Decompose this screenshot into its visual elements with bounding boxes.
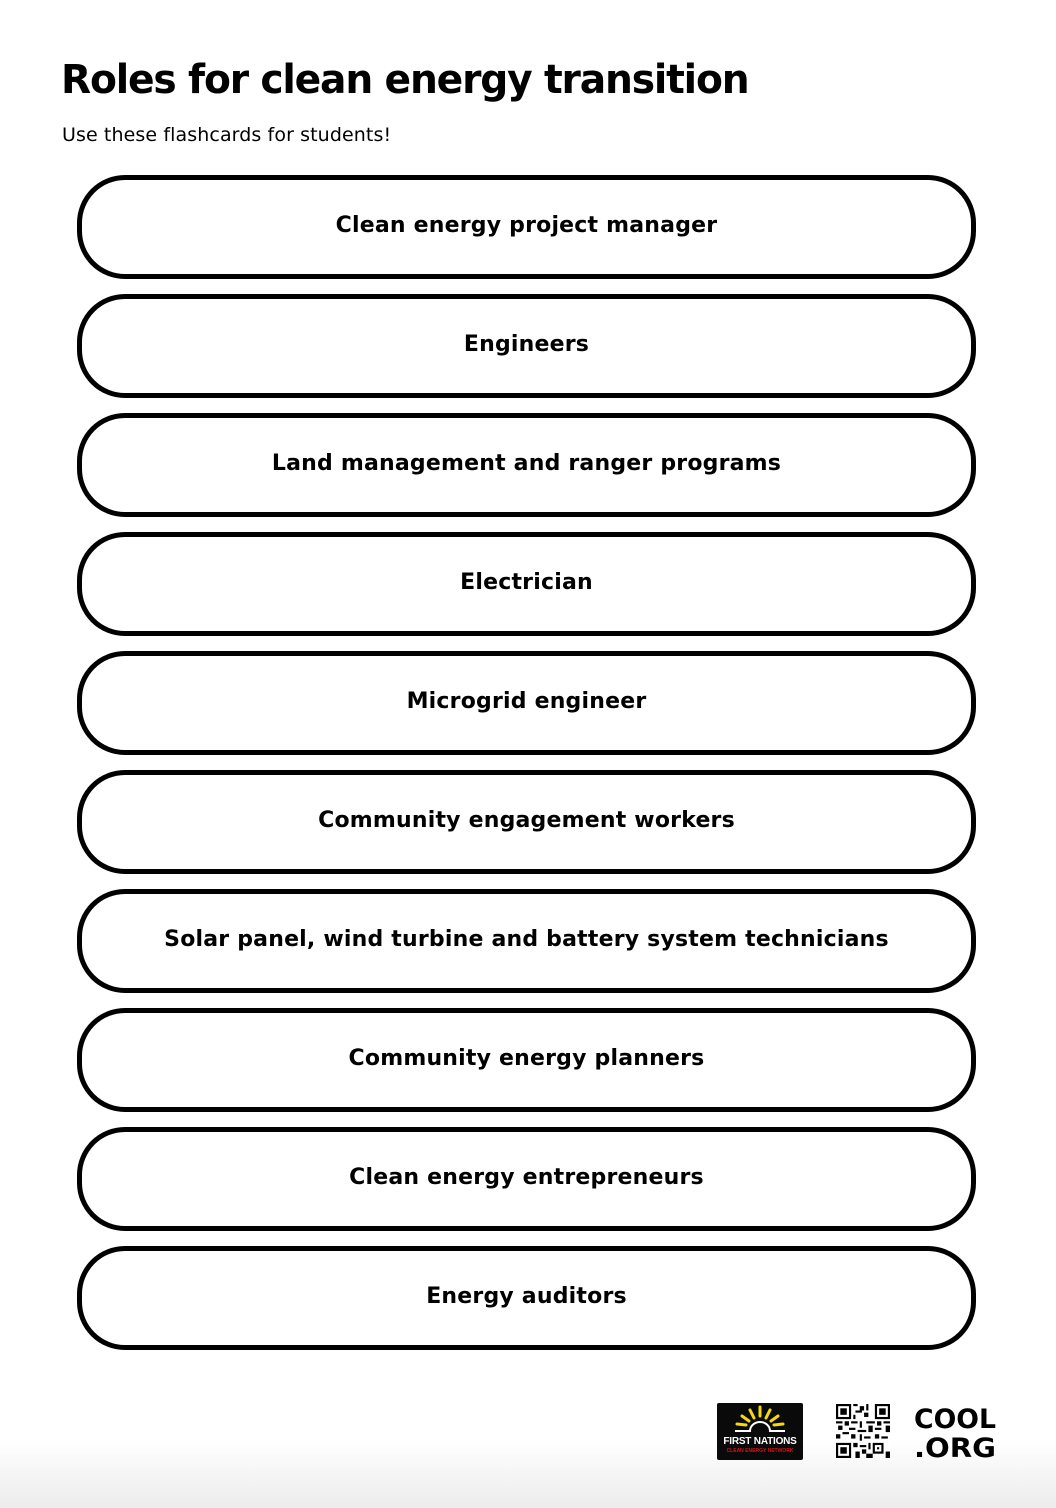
flashcard-label: Engineers	[463, 331, 590, 357]
page-subtitle: Use these flashcards for students!	[62, 124, 392, 146]
flashcard-label: Solar panel, wind turbine and battery system technicians	[164, 926, 889, 952]
first-nations-logo	[717, 1403, 803, 1460]
page-title: Roles for clean energy transition	[61, 57, 749, 103]
flashcard-label: Energy auditors	[426, 1283, 627, 1309]
flashcard-label: Microgrid engineer	[406, 688, 647, 714]
flashcard	[77, 1246, 976, 1350]
svg-text:.ORG: .ORG	[914, 1433, 996, 1459]
first-nations-logo-text: FIRST NATIONS	[723, 1436, 797, 1447]
flashcard	[77, 651, 976, 755]
flashcard-list	[77, 175, 976, 1365]
flashcard	[77, 175, 976, 279]
first-nations-logo-subtext: CLEAN ENERGY NETWORK	[726, 1448, 794, 1454]
flashcard	[77, 532, 976, 636]
flashcard-label: Community energy planners	[348, 1045, 705, 1071]
flashcard	[77, 1127, 976, 1231]
flashcard	[77, 294, 976, 398]
flashcard	[77, 770, 976, 874]
flashcard-label: Community engagement workers	[318, 807, 735, 833]
flashcard	[77, 889, 976, 993]
flashcard-label: Land management and ranger programs	[271, 450, 782, 476]
svg-text:COOL: COOL	[914, 1404, 996, 1435]
flashcard	[77, 1008, 976, 1112]
sunrise-icon	[717, 1403, 803, 1437]
flashcard-label: Clean energy project manager	[335, 212, 718, 238]
flashcard-label: Electrician	[460, 569, 593, 595]
flashcard-label: Clean energy entrepreneurs	[349, 1164, 704, 1190]
cool-org-logo	[914, 1403, 996, 1459]
qr-code-icon	[836, 1404, 890, 1458]
flashcard	[77, 413, 976, 517]
